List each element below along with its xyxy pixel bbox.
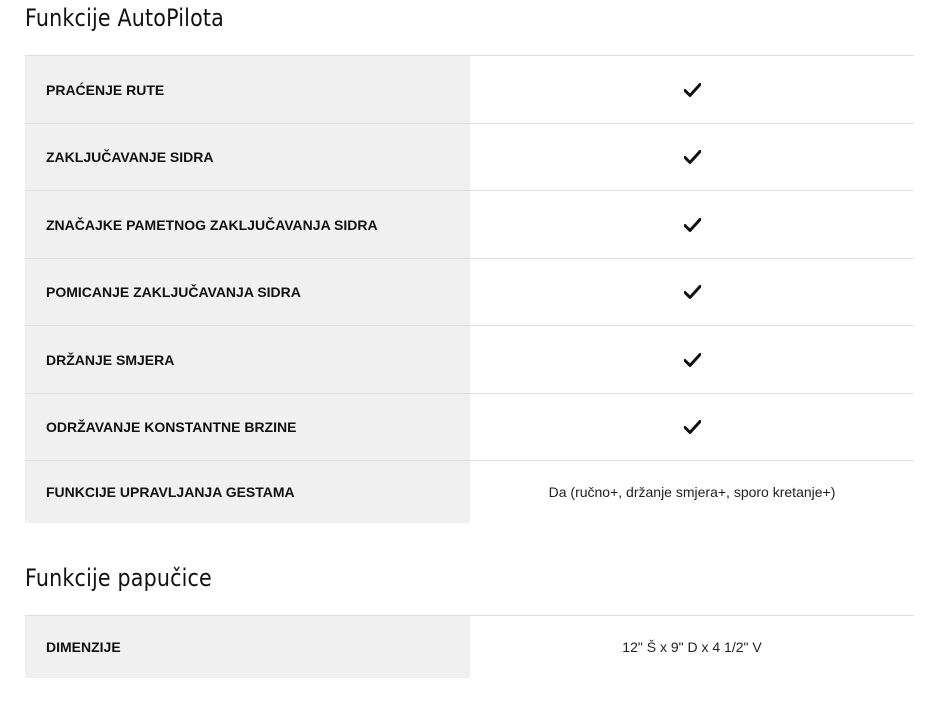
row-label: DIMENZIJE (25, 616, 470, 678)
row-label: ZNAČAJKE PAMETNOG ZAKLJUČAVANJA SIDRA (25, 191, 470, 258)
table-row (25, 124, 914, 191)
pedal-section-title: Funkcije papučice (25, 564, 212, 592)
row-label: ZAKLJUČAVANJE SIDRA (25, 124, 470, 190)
checkmark-icon (470, 259, 914, 325)
checkmark-icon (470, 124, 914, 190)
pedal-spec-table (25, 615, 914, 678)
autopilot-section-title: Funkcije AutoPilota (25, 4, 224, 32)
table-row (25, 394, 914, 461)
table-row (25, 56, 914, 124)
checkmark-icon (470, 394, 914, 460)
row-label: POMICANJE ZAKLJUČAVANJA SIDRA (25, 259, 470, 325)
table-row (25, 326, 914, 394)
checkmark-icon (470, 326, 914, 393)
autopilot-spec-table (25, 55, 914, 523)
checkmark-icon (470, 56, 914, 123)
table-row (25, 191, 914, 259)
row-label: ODRŽAVANJE KONSTANTNE BRZINE (25, 394, 470, 460)
row-label: PRAĆENJE RUTE (25, 56, 470, 123)
row-value: Da (ručno+, držanje smjera+, sporo kretanje+) (548, 484, 836, 500)
row-label: DRŽANJE SMJERA (25, 326, 470, 393)
row-value: 12" Š x 9" D x 4 1/2" V (622, 639, 762, 655)
checkmark-icon (470, 191, 914, 258)
row-label: FUNKCIJE UPRAVLJANJA GESTAMA (25, 461, 470, 523)
table-row (25, 259, 914, 326)
table-row (25, 616, 914, 678)
table-row (25, 461, 914, 523)
